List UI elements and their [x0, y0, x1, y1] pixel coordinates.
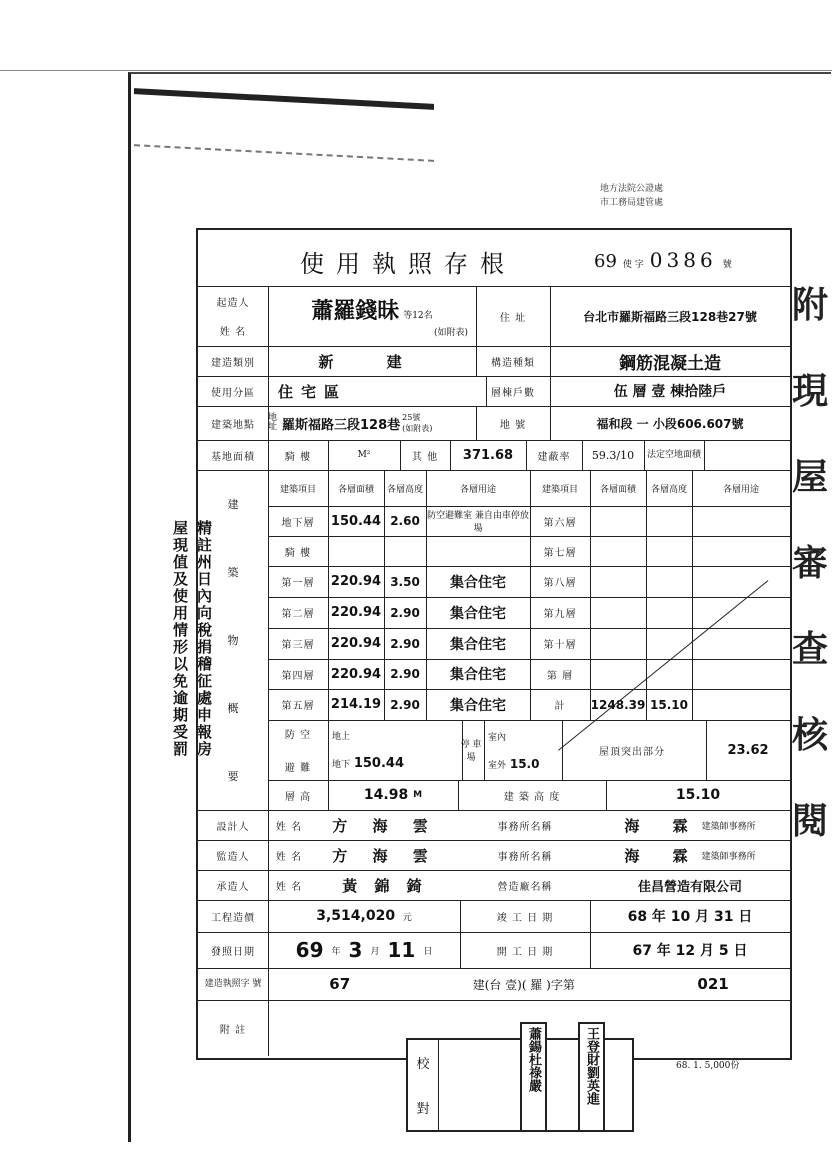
permit-label: 建造執照字 號 — [198, 968, 269, 1000]
build-type-value: 新 建 — [268, 346, 477, 376]
floor-use-right — [692, 506, 790, 536]
floor-height: 2.90 — [384, 597, 427, 628]
permit-number: 69 使 字 0386 號 — [594, 248, 732, 272]
floor-use: 集合住宅 — [426, 597, 531, 628]
other-label: 其 他 — [400, 440, 451, 470]
floor-name: 地下層 — [268, 506, 329, 536]
contractor-row — [198, 870, 790, 901]
building-section-label: 建 築 物 概 要 — [198, 470, 269, 811]
supervisor-name-label: 姓 名 — [275, 851, 303, 863]
floors-label: 層棟戶數 — [476, 376, 551, 406]
table-row — [268, 506, 790, 537]
floor-height-right — [646, 628, 693, 659]
legal-open-label: 法定空地面積 — [644, 440, 705, 470]
floor-height: 2.60 — [384, 506, 427, 536]
structure-label: 構造種類 — [476, 346, 551, 376]
total-use — [692, 689, 790, 720]
floor-area: 220.94 — [328, 628, 385, 659]
arcade-label: 騎 樓 — [268, 440, 329, 470]
col-height-2: 各層高度 — [646, 470, 693, 506]
lot-label: 地 號 — [476, 406, 551, 440]
parking-label: 停 車 場 — [458, 720, 485, 780]
floor-height-right — [646, 597, 693, 628]
col-height: 各層高度 — [384, 470, 427, 506]
col-use-2: 各層用途 — [722, 484, 759, 495]
seal-stamp-2: 王登財劉英進 — [578, 1022, 605, 1132]
floors-value: 伍 層 壹 棟拾陸戶 — [613, 384, 727, 400]
issue-date: 69 年 3 月 11 日 — [268, 932, 461, 968]
permit-value: 67 建(台 壹)( 羅 )字第 021 — [329, 975, 729, 993]
floor-use: 集合住宅 — [426, 628, 531, 659]
floor-area-right — [590, 506, 647, 536]
print-info: 68. 1. 5,000份 — [676, 1061, 740, 1071]
floor-height-right — [646, 566, 693, 597]
col-item-2: 建築項目 — [530, 470, 591, 506]
col-area-2: 各層面積 — [590, 470, 647, 506]
building-height-label: 建 築 高 度 — [458, 780, 607, 810]
total-label: 計 — [530, 689, 591, 720]
completion-label: 竣 工 日 期 — [460, 900, 591, 932]
zone-row — [198, 376, 790, 407]
structure-value: 鋼筋混凝土造 — [619, 353, 721, 374]
floor-use: 集合住宅 — [426, 689, 531, 720]
floor-height — [384, 536, 427, 566]
floor-table — [268, 506, 790, 720]
top-stamp: 地方法院公證處 市工務局建管處 — [600, 184, 664, 208]
site-label: 建築地點 — [198, 406, 269, 440]
floor-name: 第三層 — [268, 628, 329, 659]
floor-use-right — [692, 628, 790, 659]
floor-name: 第五層 — [268, 689, 329, 720]
supervisor-firm: 海 霖 建築師事務所 — [624, 846, 756, 865]
floor-name-right: 第九層 — [530, 597, 591, 628]
floor-name: 第四層 — [268, 659, 329, 689]
supervisor-label: 監造人 — [198, 840, 269, 870]
side-note-red: 精註州日內向稅捐稽征處申報房 — [195, 520, 213, 758]
contractor-firm-label: 營造廠名稱 — [497, 881, 553, 893]
floor-height-right — [646, 506, 693, 536]
site-row — [198, 406, 790, 441]
floor-name-right: 第七層 — [530, 536, 591, 566]
floor-name-right: 第八層 — [530, 566, 591, 597]
build-type-label: 建造類別 — [198, 346, 269, 376]
supervisor-name: 方 海 雲 — [332, 846, 438, 865]
completion-date: 68 年 10 月 31 日 — [627, 909, 753, 925]
floor-use-right — [692, 536, 790, 566]
floor-area-right — [590, 597, 647, 628]
floor-area-right — [590, 566, 647, 597]
proofread-box — [406, 1027, 634, 1132]
total-area: 1248.39 — [590, 689, 647, 720]
issue-label: 發照日期 — [198, 932, 269, 968]
designer-row — [198, 810, 790, 841]
floor-name: 第二層 — [268, 597, 329, 628]
floor-height: 2.90 — [384, 628, 427, 659]
designer-name-label: 姓 名 — [275, 821, 303, 833]
col-area: 各層面積 — [328, 470, 385, 506]
floor-name: 騎 樓 — [268, 536, 329, 566]
table-row — [268, 566, 790, 598]
floor-name-right: 第十層 — [530, 628, 591, 659]
floor-area — [328, 536, 385, 566]
contractor-name-label: 姓 名 — [275, 881, 303, 893]
floor-area: 220.94 — [328, 597, 385, 628]
designer-firm-label: 事務所名稱 — [497, 821, 553, 833]
story-height-label: 層 高 — [268, 780, 329, 810]
supervisor-firm-label: 事務所名稱 — [497, 851, 553, 863]
site-address: 地址 羅斯福路三段128巷 25號 (如附表) — [268, 406, 477, 440]
coverage-ratio: 59.3 /10 — [582, 440, 645, 470]
builder-row — [198, 286, 790, 347]
shelter-label: 防 空 避 難 — [268, 720, 329, 780]
floor-use: 防空避難室 兼自由車停放場 — [426, 506, 531, 536]
table-row — [268, 689, 790, 721]
lot-value: 福和段 一 小段606.607號 — [596, 416, 744, 431]
floor-name: 第一層 — [268, 566, 329, 597]
floor-name-right: 第 層 — [530, 659, 591, 689]
floor-height-right — [646, 536, 693, 566]
table-row — [268, 536, 790, 567]
scan-top-line — [0, 70, 832, 71]
side-note-black: 屋現值及使用情形以免逾期受罰 — [171, 520, 189, 758]
col-item: 建築項目 — [268, 470, 329, 506]
col-use: 各層用途 — [426, 470, 531, 506]
roof-value: 23.62 — [727, 742, 769, 758]
total-height: 15.10 — [646, 689, 693, 720]
floor-use-right — [692, 659, 790, 689]
height-row — [268, 780, 790, 811]
floor-height: 2.90 — [384, 659, 427, 689]
designer-firm: 海 霖 建築師事務所 — [624, 816, 756, 835]
floor-use — [426, 536, 531, 566]
coverage-label: 建蔽率 — [526, 440, 583, 470]
zone-label: 使用分區 — [198, 376, 269, 406]
builder-address: 台北市羅斯福路三段128巷27號 — [583, 309, 757, 324]
floor-height: 3.50 — [384, 566, 427, 597]
start-label: 開 工 日 期 — [460, 932, 591, 968]
floor-use-right — [692, 566, 790, 597]
start-date: 67 年 12 月 5 日 — [632, 943, 748, 959]
floors-header — [268, 470, 790, 507]
shelter-row — [268, 720, 790, 781]
page-title: 使用執照存根 — [300, 250, 516, 278]
right-margin-text: 附 現 屋 審 查 核 閱 — [792, 284, 829, 842]
floor-area: 220.94 — [328, 659, 385, 689]
supervisor-row — [198, 840, 790, 871]
building-height-value: 15.10 — [675, 787, 721, 803]
arcade-unit: M² — [328, 440, 401, 470]
address-label: 住 址 — [476, 286, 551, 346]
cost-row — [198, 900, 790, 933]
contractor-firm: 佳昌營造有限公司 — [637, 879, 742, 895]
builder-label: 起造人 姓 名 — [198, 286, 269, 346]
legal-open-value — [704, 440, 790, 470]
story-height-value: 14.98 M — [328, 780, 459, 810]
floor-use: 集合住宅 — [426, 566, 531, 597]
cost-label: 工程造價 — [198, 900, 269, 932]
other-area: 371.68 — [450, 440, 527, 470]
roof-label: 屋頂突出部分 — [558, 720, 707, 780]
permit-row — [198, 968, 790, 1001]
area-row — [198, 440, 790, 471]
table-row — [268, 659, 790, 690]
builder-name: 蕭羅錢昧 等12名 (如附表) — [268, 286, 477, 346]
floor-use: 集合住宅 — [426, 659, 531, 689]
parking-values: 室內 室外 15.0 — [484, 720, 563, 780]
floor-area-right — [590, 536, 647, 566]
issue-row — [198, 932, 790, 969]
proofread-label: 校 對 — [408, 1040, 439, 1130]
floor-height: 2.90 — [384, 689, 427, 720]
contractor-label: 承造人 — [198, 870, 269, 900]
floor-name-right: 第六層 — [530, 506, 591, 536]
contractor-name: 黃 錦 錡 — [342, 876, 428, 895]
designer-name: 方 海 雲 — [332, 816, 438, 835]
area-label: 基地面積 — [198, 440, 269, 470]
floor-area: 214.19 — [328, 689, 385, 720]
table-row — [268, 628, 790, 660]
title-row — [198, 230, 790, 287]
cost-value: 3,514,020 元 — [268, 900, 461, 932]
seal-stamp-1: 蕭鍚杜祿嚴 — [520, 1022, 547, 1132]
floor-area: 220.94 — [328, 566, 385, 597]
notes-label: 附 註 — [198, 1000, 269, 1056]
floor-area: 150.44 — [328, 506, 385, 536]
designer-label: 設計人 — [198, 810, 269, 840]
floor-area-right — [590, 628, 647, 659]
permit-form — [196, 228, 792, 1060]
shelter-values: 地上 地下 150.44 — [328, 720, 463, 780]
zone-value: 住宅區 — [268, 376, 487, 406]
build-type-row — [198, 346, 790, 377]
